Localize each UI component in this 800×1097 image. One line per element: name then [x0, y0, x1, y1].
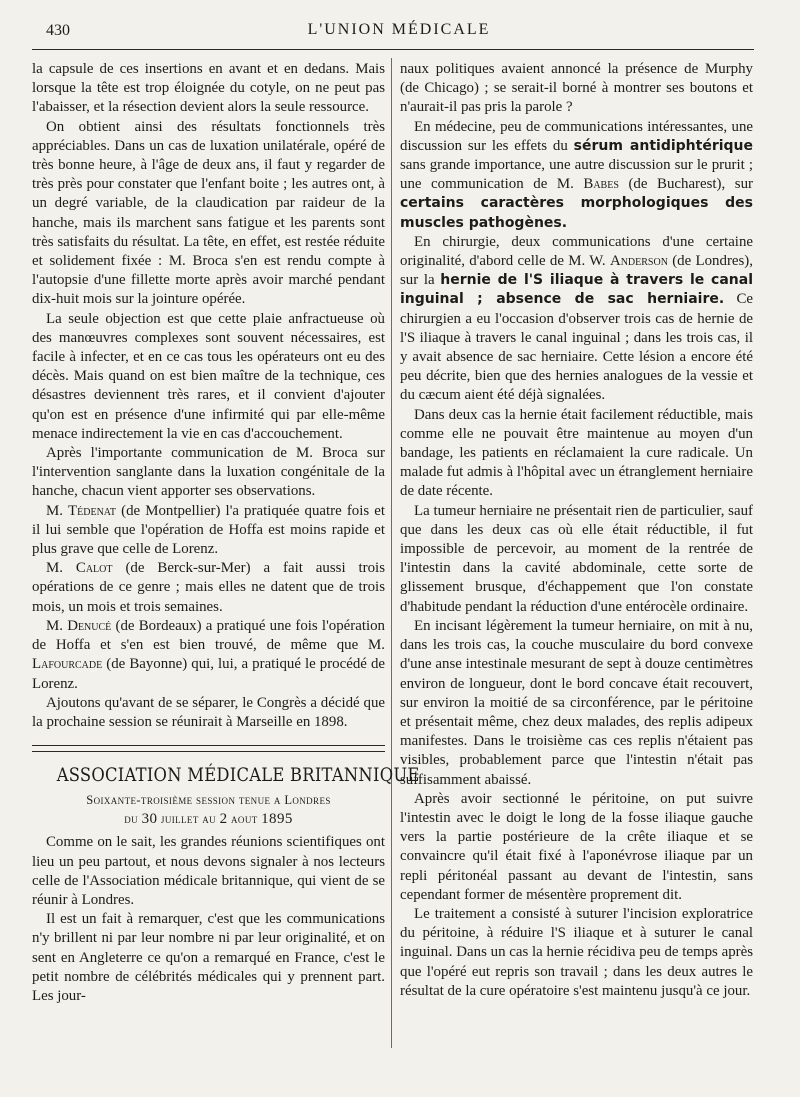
right-column — [400, 60, 753, 1001]
text-run: juillet au — [160, 812, 217, 827]
paragraph: Comme on le sait, les grandes réunions scientifiques ont lieu un peu partout, et nous devons signaler à nos lecteurs celle de l'Association médicale britannique, qui vient de se réunir à Londres. — [32, 834, 385, 908]
text-run: M. — [46, 502, 69, 519]
bold-term: hernie de l'S iliaque à travers le canal inguinal ; absence de sac herniaire. — [400, 272, 754, 308]
paragraph: la capsule de ces insertions en avant et en dedans. Mais lorsque la tête est trop éloignée du cotyle, on ne peut pas l'abaisser, et la résection devient alors la seule ressource. — [32, 61, 385, 116]
paragraph: naux politiques avaient annoncé la présence de Murphy (de Chicago) ; se serait-il borné à montrer ses boutons et n'aurait-il pas pris la parole ? — [400, 61, 753, 116]
author-name: Anderson — [609, 253, 668, 270]
date-number: 30 — [141, 811, 158, 828]
journal-title: L'UNION MÉDICALE — [307, 21, 491, 38]
text-run: (de Montpellier) l'a pratiquée quatre fois et il lui semble que l'opération de Hoffa est moins rapide et plus grave que celle de Lorenz. — [32, 502, 385, 558]
author-name: Babes — [583, 176, 619, 193]
text-run: En médecine, peu de communications intéressantes, une discussion sur les effets du — [400, 118, 753, 154]
paragraph — [32, 502, 385, 560]
subtitle-dates — [32, 810, 385, 829]
paragraph: On obtient ainsi des résultats fonctionnels très appréciables. Dans un cas de luxation unilatérale, opéré de très bonne heure, à l'âge de deux ans, il faut y regarder de très près pour constater que l'enfant boite ; les autres ont, à un degré variable, de la claudication par raideur de la hanche, mais ils marchent sans fatigue et les parents sont très satisfaits du résultat. La tête, en effet, est restée réduite et solidement fixée : M. Broca s'en est rendu compte à l'autopsie d'une fillette morte après avoir marché pendant dix-huit mois sur la jointure opérée. — [32, 118, 385, 308]
page-number: 430 — [46, 22, 70, 39]
author-name: Denucé — [67, 617, 112, 634]
text-run: du — [124, 812, 139, 827]
paragraph: La tumeur herniaire ne présentait rien de particulier, sauf que dans les deux cas où elle était réductible, il fut impossible de percevoir, au moment de la rentrée de l'intestin dans la cavité abdominale, cette sorte de glissement brusque, d'échappement que l'on constate d'habitude pendant la réduction d'une entérocèle ordinaire. — [400, 502, 753, 615]
text-run: (de Berck-sur-Mer) a fait aussi trois opérations de ce genre ; mais elles ne datent que de trois mois, un mois et trois semaines. — [32, 560, 385, 615]
text-run: (de Londres), sur la — [400, 253, 753, 289]
author-name: Tédenat — [68, 502, 117, 519]
bold-term: sérum antidiphtérique — [573, 137, 753, 154]
paragraph — [400, 233, 753, 406]
subtitle-line: Soixante-troisième session tenue a Londres — [86, 793, 331, 808]
paragraph — [32, 617, 385, 694]
text-run: En chirurgie, deux communications d'une certaine originalité, d'abord celle de M. W. — [400, 233, 753, 270]
text-run: M. — [46, 560, 76, 577]
bold-term: certains caractères morphologiques des muscles pathogènes. — [400, 195, 753, 231]
paragraph: Ajoutons qu'avant de se séparer, le Congrès a décidé que la prochaine session se réunirait à Marseille en 1898. — [32, 694, 385, 730]
text-run: (de Bordeaux) a pratiqué une fois l'opération de Hoffa et s'en est bien trouvé, de même que M. — [32, 617, 385, 654]
author-name: Calot — [75, 560, 113, 577]
paragraph — [400, 118, 753, 233]
paragraph: Après l'importante communication de M. Broca sur l'intervention sanglante dans la luxation congénitale de la hanche, chacun vient apporter ses observations. — [32, 445, 385, 500]
column-divider — [391, 58, 392, 1048]
text-run: sans grande importance, une autre discussion sur le prurit ; une communication de M. — [400, 157, 753, 193]
paragraph: Le traitement a consisté à suturer l'incision exploratrice du péritoine, à réduire l'S iliaque et à suturer le canal inguinal. Dans un cas la hernie récidiva peu de temps après que l'opéré eut repris son travail ; dans les deux autres le résultat de la cure opératoire s'est maintenu jusqu'à ce jour. — [400, 905, 753, 999]
paragraph: Après avoir sectionné le péritoine, on put suivre l'intestin avec le doigt le long de la fosse iliaque gauche vers la partie postérieure de la crête iliaque et se convaincre qu'il était fixé à l'aponévrose iliaque par un repli péritonéal passant au devant de l'intestin, sans cependant former de mésentère proprement dit. — [400, 790, 753, 903]
paragraph: Il est un fait à remarquer, c'est que les communications n'y brillent ni par leur nombre ni par leur originalité, et on sent en Angleterre ce qu'on a remarqué en France, c'est le petit nombre de célébrités médicales qui y prennent part. Les jour- — [32, 911, 385, 1004]
paragraph: En incisant légèrement la tumeur herniaire, on mit à nu, dans les trois cas, la couche musculaire du bord convexe d'une anse intestinale mesurant de sept à douze centimètres environ de longueur, dont le bord concave était recouvert, sur environ la moitié de sa circonférence, par le péritoine et présentait même, chez deux malades, des replis adipeux manifestes. Dans le troisième cas ces replis n'étaient pas visibles, probablement parce que l'intestin n'était pas suffisamment abaissé. — [400, 617, 753, 788]
paragraph: Dans deux cas la hernie était facilement réductible, mais comme elle ne pouvait être maintenue au moyen d'un bandage, les patients en réclamaient la cure radicale. Un malade fut admis à l'hôpital avec un étranglement herniaire de date récente. — [400, 406, 753, 500]
text-run: (de Bucharest), sur — [618, 176, 753, 193]
section-rule — [32, 745, 385, 752]
section-subtitle — [32, 791, 385, 829]
text-run: Ce chirurgien a eu l'occasion d'observer trois cas de hernie de l'S iliaque à travers le canal inguinal ; dans les trois cas, il y avait absence de sac herniaire. Cette lésion a encore été peu décrite, bien que des hernies analogues de la vessie et du cæcum aient été déjà signalées. — [400, 291, 754, 404]
author-name: Lafourcade — [32, 656, 103, 673]
text-run: aout — [231, 812, 258, 827]
section-title: ASSOCIATION MÉDICALE BRITANNIQUE — [56, 764, 420, 787]
left-column — [32, 60, 420, 1006]
page-header — [40, 18, 758, 44]
date-number: 2 — [219, 811, 228, 828]
date-year: 1895 — [261, 811, 293, 828]
text-run: M. — [46, 617, 68, 634]
paragraph — [32, 559, 385, 617]
header-rule — [32, 49, 754, 50]
paragraph: La seule objection est que cette plaie anfractueuse où des manœuvres complexes sont souvent nécessaires, est facile à infecter, et en ce cas tous les opérateurs ont eu des décès. Mais quand on est bien maître de la technique, ces désastres deviennent très rares, et il convient d'ajouter qu'on est en présence d'une infirmité qui par elle-même menace indirectement la vie en cas d'accouchement. — [32, 310, 385, 442]
text-run: (de Bayonne) qui, lui, a pratiqué le procédé de Lorenz. — [32, 656, 385, 692]
